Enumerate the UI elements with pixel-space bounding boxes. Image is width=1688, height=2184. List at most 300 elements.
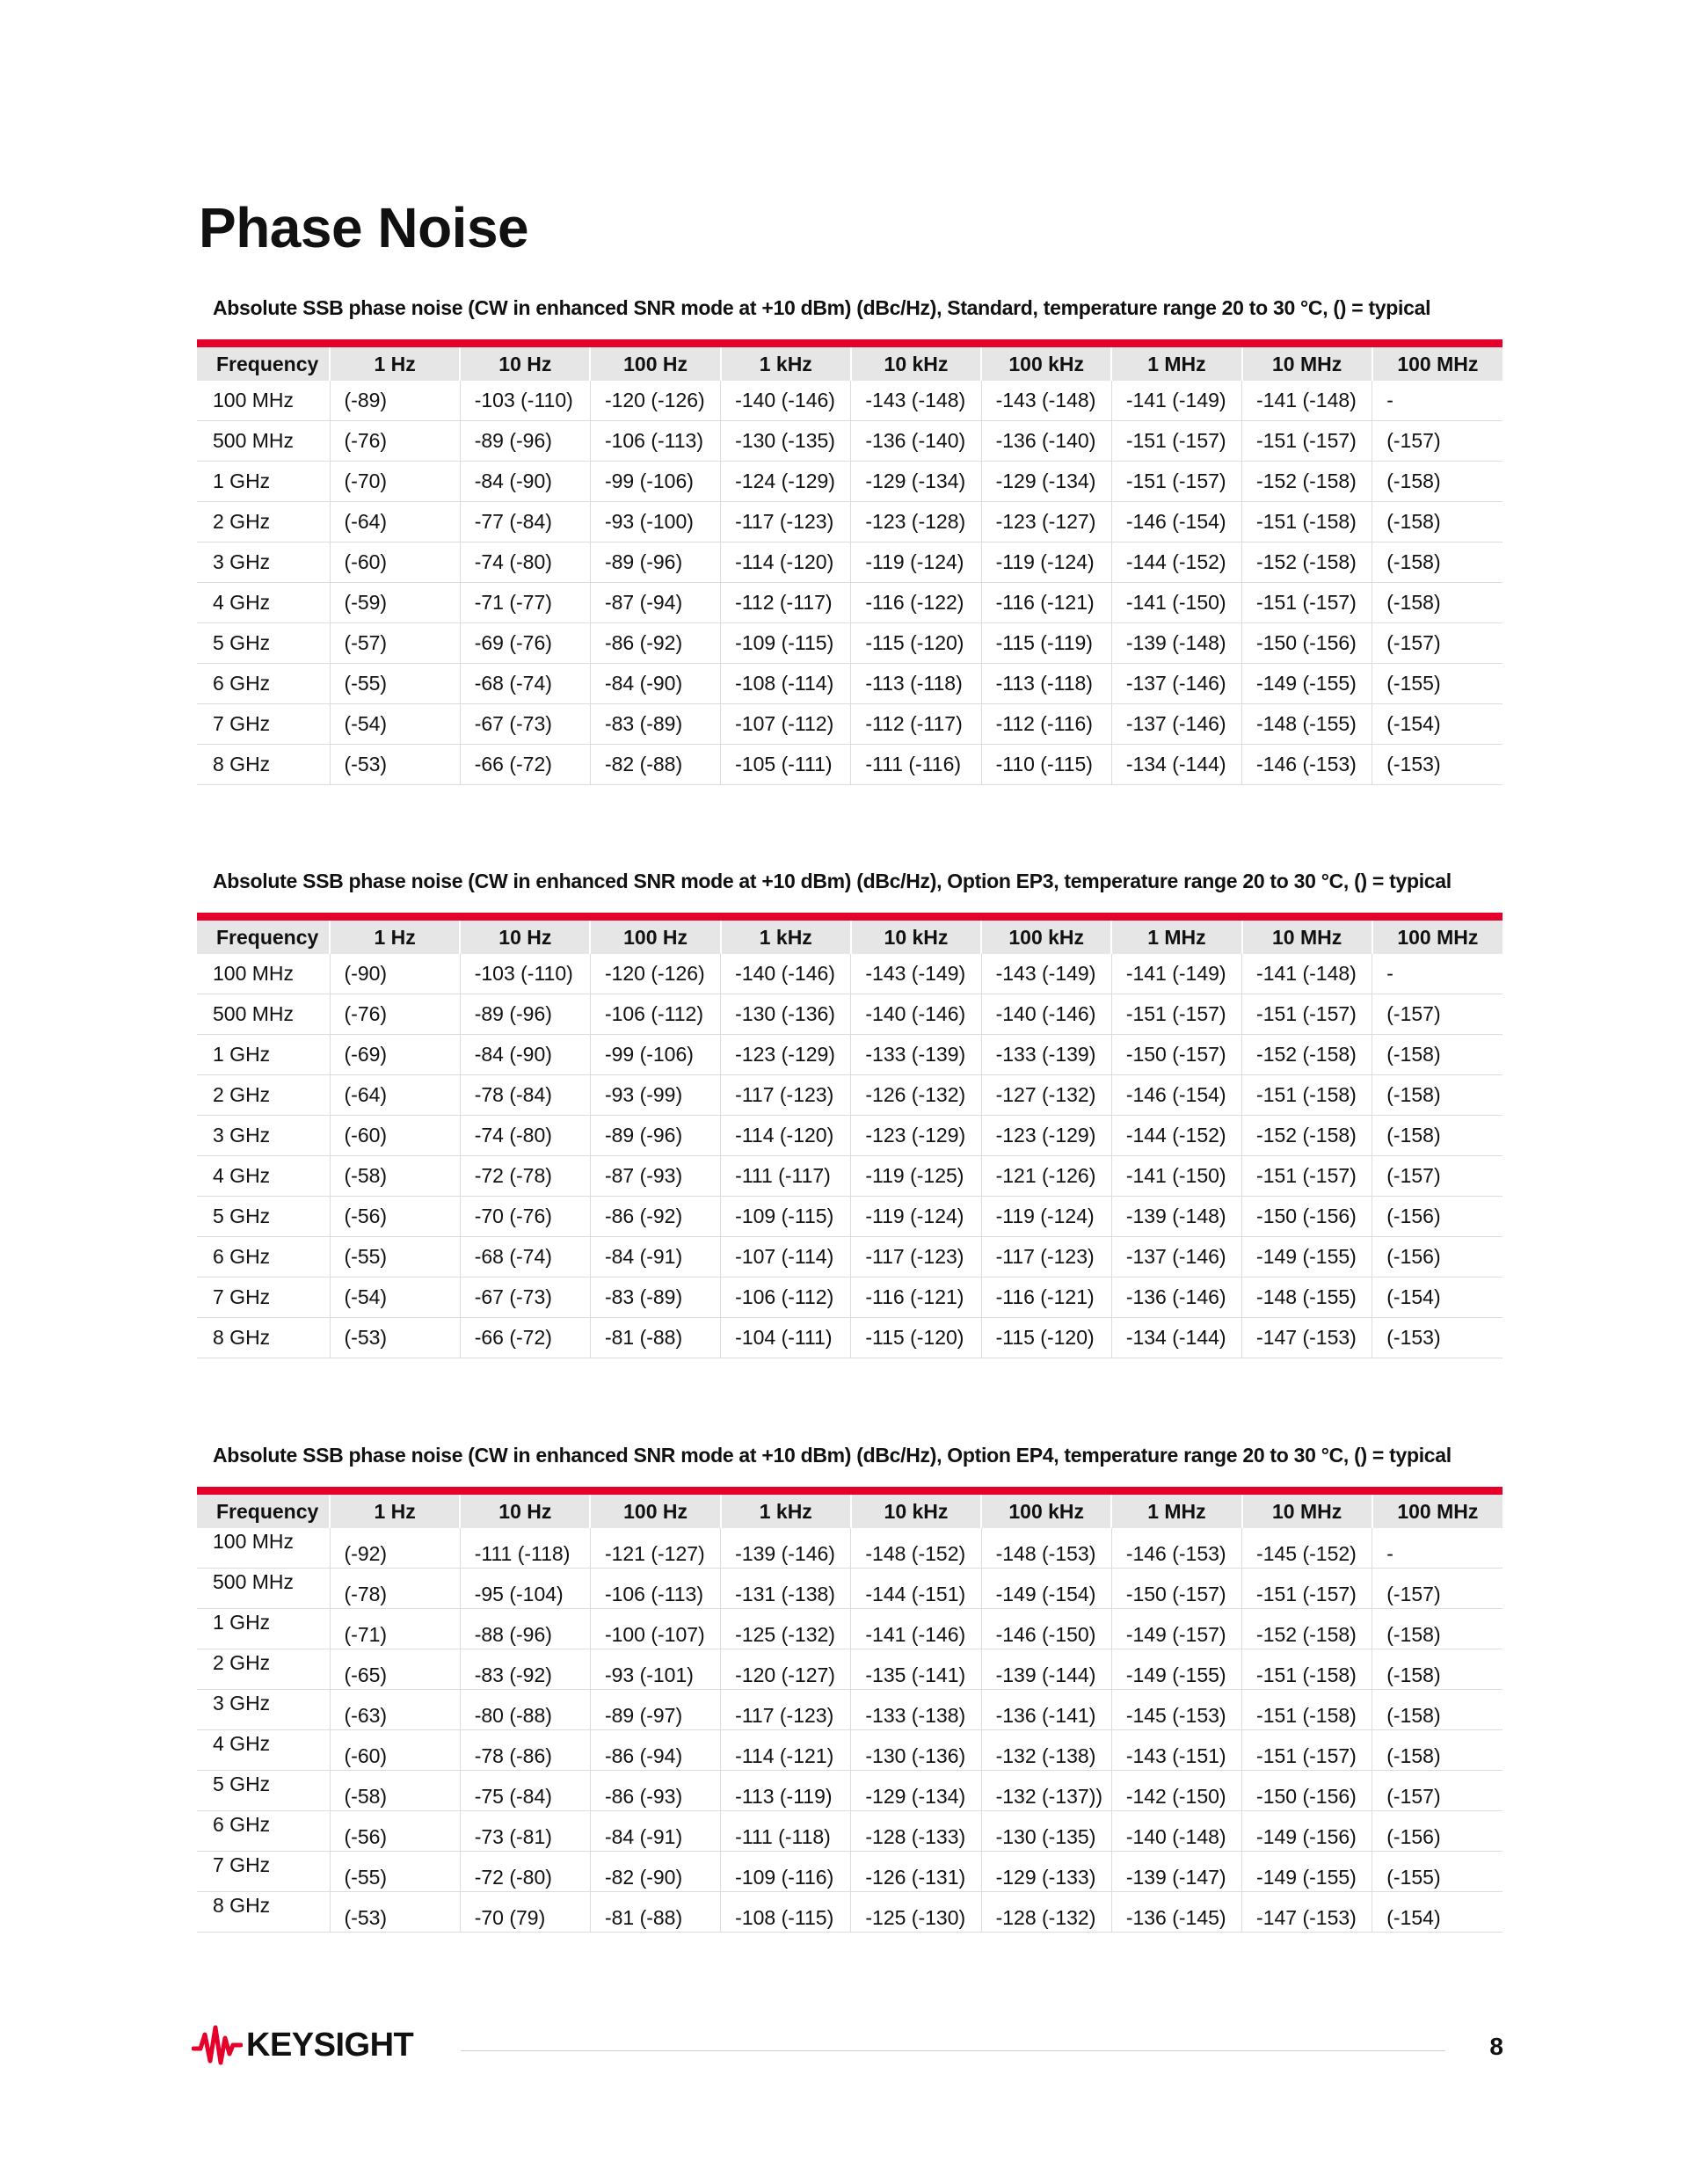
value-cell: -151 (-157): [1242, 1569, 1372, 1609]
value-cell: (-55): [330, 1237, 460, 1278]
value-cell: -152 (-158): [1242, 1116, 1372, 1156]
value-cell: -136 (-140): [851, 421, 981, 462]
value-cell: (-158): [1372, 1116, 1502, 1156]
column-header: 1 MHz: [1111, 347, 1241, 381]
value-cell: -115 (-119): [981, 623, 1111, 664]
value-cell: -148 (-153): [981, 1528, 1111, 1569]
value-cell: -130 (-136): [851, 1730, 981, 1771]
value-cell: -148 (-155): [1242, 1278, 1372, 1318]
value-cell: (-157): [1372, 623, 1502, 664]
phase-noise-table-standard: [197, 347, 1502, 785]
value-cell: -84 (-91): [590, 1237, 720, 1278]
table-row: [197, 1197, 1502, 1237]
column-header: 1 Hz: [330, 921, 460, 954]
value-cell: -103 (-110): [460, 954, 590, 994]
value-cell: -81 (-88): [590, 1318, 720, 1358]
table-caption: Absolute SSB phase noise (CW in enhanced SNR mode at +10 dBm) (dBc/Hz), Standard, temperature range 20 to 30 °C, () = typical: [213, 296, 1431, 319]
frequency-cell: 100 MHz: [197, 954, 330, 994]
value-cell: -133 (-138): [851, 1690, 981, 1730]
frequency-cell: 500 MHz: [197, 994, 330, 1035]
value-cell: -66 (-72): [460, 1318, 590, 1358]
value-cell: -: [1372, 1528, 1502, 1569]
table-accent-bar: [197, 339, 1502, 347]
value-cell: (-69): [330, 1035, 460, 1075]
value-cell: -72 (-78): [460, 1156, 590, 1197]
value-cell: -141 (-150): [1111, 583, 1241, 623]
value-cell: (-158): [1372, 542, 1502, 583]
header-row: [197, 1495, 1502, 1528]
value-cell: (-153): [1372, 745, 1502, 785]
value-cell: -132 (-137)): [981, 1771, 1111, 1811]
value-cell: -151 (-157): [1242, 583, 1372, 623]
value-cell: -151 (-157): [1242, 1156, 1372, 1197]
value-cell: -111 (-118): [460, 1528, 590, 1569]
table-row: [197, 1730, 1502, 1771]
value-cell: -117 (-123): [721, 1690, 851, 1730]
value-cell: -116 (-121): [981, 583, 1111, 623]
value-cell: -86 (-94): [590, 1730, 720, 1771]
value-cell: -143 (-149): [851, 954, 981, 994]
value-cell: -139 (-144): [981, 1649, 1111, 1690]
value-cell: -80 (-88): [460, 1690, 590, 1730]
value-cell: -151 (-157): [1242, 421, 1372, 462]
value-cell: (-64): [330, 1075, 460, 1116]
value-cell: -116 (-122): [851, 583, 981, 623]
column-header: 10 Hz: [460, 1495, 590, 1528]
column-header: 10 Hz: [460, 347, 590, 381]
value-cell: -145 (-153): [1111, 1690, 1241, 1730]
column-header: 10 MHz: [1242, 921, 1372, 954]
frequency-cell: 100 MHz: [197, 381, 330, 421]
value-cell: -123 (-129): [721, 1035, 851, 1075]
value-cell: -141 (-150): [1111, 1156, 1241, 1197]
value-cell: -150 (-156): [1242, 1197, 1372, 1237]
value-cell: -89 (-96): [460, 994, 590, 1035]
value-cell: -135 (-141): [851, 1649, 981, 1690]
value-cell: -119 (-125): [851, 1156, 981, 1197]
value-cell: -130 (-135): [721, 421, 851, 462]
value-cell: (-157): [1372, 1569, 1502, 1609]
value-cell: -130 (-136): [721, 994, 851, 1035]
column-header: 100 kHz: [981, 347, 1111, 381]
table-accent-bar: [197, 1487, 1502, 1495]
value-cell: -68 (-74): [460, 664, 590, 704]
value-cell: (-55): [330, 664, 460, 704]
frequency-cell: 7 GHz: [197, 704, 330, 745]
value-cell: -149 (-157): [1111, 1609, 1241, 1649]
table-accent-bar: [197, 913, 1502, 921]
value-cell: -77 (-84): [460, 502, 590, 542]
table-row: [197, 1156, 1502, 1197]
value-cell: -113 (-118): [981, 664, 1111, 704]
phase-noise-table-ep3: [197, 921, 1502, 1358]
table-row: [197, 1318, 1502, 1358]
value-cell: -139 (-146): [721, 1528, 851, 1569]
value-cell: -151 (-157): [1111, 462, 1241, 502]
value-cell: (-53): [330, 1892, 460, 1933]
value-cell: -86 (-92): [590, 623, 720, 664]
value-cell: (-58): [330, 1156, 460, 1197]
value-cell: (-55): [330, 1852, 460, 1892]
value-cell: -112 (-117): [851, 704, 981, 745]
value-cell: -104 (-111): [721, 1318, 851, 1358]
value-cell: -141 (-148): [1242, 954, 1372, 994]
value-cell: -114 (-120): [721, 542, 851, 583]
value-cell: (-53): [330, 745, 460, 785]
value-cell: -66 (-72): [460, 745, 590, 785]
keysight-logo[interactable]: [192, 2022, 413, 2068]
value-cell: -143 (-151): [1111, 1730, 1241, 1771]
value-cell: -149 (-155): [1242, 1852, 1372, 1892]
value-cell: -106 (-113): [590, 1569, 720, 1609]
column-header: Frequency: [197, 347, 330, 381]
value-cell: (-158): [1372, 1730, 1502, 1771]
value-cell: -145 (-152): [1242, 1528, 1372, 1569]
value-cell: -116 (-121): [981, 1278, 1111, 1318]
table-row: [197, 1811, 1502, 1852]
value-cell: -151 (-157): [1111, 421, 1241, 462]
value-cell: -123 (-128): [851, 502, 981, 542]
table-row: [197, 462, 1502, 502]
value-cell: -119 (-124): [851, 542, 981, 583]
value-cell: -117 (-123): [721, 502, 851, 542]
value-cell: -84 (-90): [460, 462, 590, 502]
value-cell: -109 (-115): [721, 623, 851, 664]
frequency-cell: 3 GHz: [197, 542, 330, 583]
value-cell: -152 (-158): [1242, 462, 1372, 502]
value-cell: -147 (-153): [1242, 1892, 1372, 1933]
value-cell: -89 (-97): [590, 1690, 720, 1730]
frequency-cell: 1 GHz: [197, 462, 330, 502]
value-cell: (-60): [330, 1116, 460, 1156]
value-cell: -109 (-115): [721, 1197, 851, 1237]
value-cell: -141 (-149): [1111, 381, 1241, 421]
value-cell: -99 (-106): [590, 462, 720, 502]
value-cell: -136 (-146): [1111, 1278, 1241, 1318]
value-cell: -136 (-145): [1111, 1892, 1241, 1933]
value-cell: -151 (-157): [1242, 994, 1372, 1035]
frequency-cell: 7 GHz: [197, 1278, 330, 1318]
table-row: [197, 1649, 1502, 1690]
table-row: [197, 1892, 1502, 1933]
value-cell: -150 (-157): [1111, 1035, 1241, 1075]
value-cell: -107 (-112): [721, 704, 851, 745]
value-cell: -70 (79): [460, 1892, 590, 1933]
value-cell: (-158): [1372, 1609, 1502, 1649]
value-cell: -127 (-132): [981, 1075, 1111, 1116]
value-cell: -113 (-118): [851, 664, 981, 704]
value-cell: (-70): [330, 462, 460, 502]
table-row: [197, 994, 1502, 1035]
value-cell: -140 (-146): [981, 994, 1111, 1035]
table-row: [197, 664, 1502, 704]
value-cell: -87 (-94): [590, 583, 720, 623]
frequency-cell: 1 GHz: [197, 1035, 330, 1075]
value-cell: (-158): [1372, 462, 1502, 502]
column-header: 1 Hz: [330, 347, 460, 381]
table-row: [197, 745, 1502, 785]
value-cell: -129 (-134): [851, 1771, 981, 1811]
value-cell: -70 (-76): [460, 1197, 590, 1237]
value-cell: -141 (-148): [1242, 381, 1372, 421]
table-row: [197, 502, 1502, 542]
value-cell: (-64): [330, 502, 460, 542]
value-cell: -137 (-146): [1111, 704, 1241, 745]
table-row: [197, 1237, 1502, 1278]
value-cell: -146 (-153): [1242, 745, 1372, 785]
value-cell: (-156): [1372, 1197, 1502, 1237]
value-cell: -149 (-156): [1242, 1811, 1372, 1852]
value-cell: -133 (-139): [851, 1035, 981, 1075]
page-footer: [192, 2022, 1510, 2075]
value-cell: -125 (-130): [851, 1892, 981, 1933]
table-row: [197, 542, 1502, 583]
table-row: [197, 381, 1502, 421]
value-cell: -89 (-96): [590, 542, 720, 583]
frequency-cell: 8 GHz: [197, 745, 330, 785]
value-cell: -151 (-158): [1242, 1649, 1372, 1690]
column-header: 10 kHz: [851, 1495, 981, 1528]
spec-section-ep4: [197, 1439, 1502, 1933]
value-cell: -83 (-92): [460, 1649, 590, 1690]
value-cell: -: [1372, 381, 1502, 421]
value-cell: -140 (-146): [851, 994, 981, 1035]
value-cell: -71 (-77): [460, 583, 590, 623]
value-cell: (-156): [1372, 1237, 1502, 1278]
column-header: 100 MHz: [1372, 347, 1502, 381]
frequency-cell: 8 GHz: [197, 1318, 330, 1358]
value-cell: -152 (-158): [1242, 1035, 1372, 1075]
value-cell: -69 (-76): [460, 623, 590, 664]
value-cell: -120 (-126): [590, 381, 720, 421]
value-cell: (-58): [330, 1771, 460, 1811]
column-header: 1 MHz: [1111, 1495, 1241, 1528]
value-cell: (-154): [1372, 1892, 1502, 1933]
value-cell: -75 (-84): [460, 1771, 590, 1811]
value-cell: -133 (-139): [981, 1035, 1111, 1075]
value-cell: (-54): [330, 1278, 460, 1318]
value-cell: -108 (-115): [721, 1892, 851, 1933]
frequency-cell: 3 GHz: [197, 1116, 330, 1156]
value-cell: (-71): [330, 1609, 460, 1649]
value-cell: (-63): [330, 1690, 460, 1730]
value-cell: -151 (-158): [1242, 1075, 1372, 1116]
value-cell: (-155): [1372, 1852, 1502, 1892]
value-cell: (-158): [1372, 583, 1502, 623]
value-cell: (-154): [1372, 1278, 1502, 1318]
table-row: [197, 1528, 1502, 1569]
value-cell: -95 (-104): [460, 1569, 590, 1609]
table-row: [197, 1609, 1502, 1649]
value-cell: (-60): [330, 542, 460, 583]
value-cell: -140 (-146): [721, 381, 851, 421]
column-header: 100 Hz: [590, 347, 720, 381]
frequency-cell: 500 MHz: [197, 421, 330, 462]
value-cell: -148 (-152): [851, 1528, 981, 1569]
value-cell: -144 (-151): [851, 1569, 981, 1609]
column-header: 1 MHz: [1111, 921, 1241, 954]
frequency-cell: 4 GHz: [197, 1156, 330, 1197]
header-row: [197, 921, 1502, 954]
table-row: [197, 1852, 1502, 1892]
value-cell: -136 (-140): [981, 421, 1111, 462]
value-cell: -117 (-123): [981, 1237, 1111, 1278]
value-cell: -93 (-99): [590, 1075, 720, 1116]
value-cell: -139 (-148): [1111, 1197, 1241, 1237]
value-cell: -136 (-141): [981, 1690, 1111, 1730]
value-cell: (-65): [330, 1649, 460, 1690]
value-cell: (-89): [330, 381, 460, 421]
value-cell: (-53): [330, 1318, 460, 1358]
value-cell: -84 (-91): [590, 1811, 720, 1852]
value-cell: (-158): [1372, 1075, 1502, 1116]
value-cell: -121 (-127): [590, 1528, 720, 1569]
value-cell: -143 (-148): [851, 381, 981, 421]
value-cell: -88 (-96): [460, 1609, 590, 1649]
value-cell: (-156): [1372, 1811, 1502, 1852]
value-cell: -140 (-146): [721, 954, 851, 994]
value-cell: -86 (-92): [590, 1197, 720, 1237]
table-caption: Absolute SSB phase noise (CW in enhanced SNR mode at +10 dBm) (dBc/Hz), Option EP4, temperature range 20 to 30 °C, () = typical: [213, 1444, 1452, 1467]
value-cell: (-158): [1372, 1035, 1502, 1075]
value-cell: -106 (-112): [721, 1278, 851, 1318]
value-cell: -132 (-138): [981, 1730, 1111, 1771]
value-cell: -108 (-114): [721, 664, 851, 704]
column-header: 10 kHz: [851, 921, 981, 954]
phase-noise-table-ep4: [197, 1495, 1502, 1933]
value-cell: (-154): [1372, 704, 1502, 745]
value-cell: -119 (-124): [981, 1197, 1111, 1237]
table-row: [197, 704, 1502, 745]
frequency-cell: 8 GHz: [197, 1892, 330, 1933]
value-cell: -141 (-149): [1111, 954, 1241, 994]
column-header: 100 kHz: [981, 1495, 1111, 1528]
value-cell: -115 (-120): [851, 623, 981, 664]
value-cell: -146 (-154): [1111, 502, 1241, 542]
table-caption: Absolute SSB phase noise (CW in enhanced SNR mode at +10 dBm) (dBc/Hz), Option EP3, temperature range 20 to 30 °C, () = typical: [213, 870, 1452, 892]
value-cell: -144 (-152): [1111, 1116, 1241, 1156]
value-cell: -119 (-124): [981, 542, 1111, 583]
value-cell: -123 (-129): [851, 1116, 981, 1156]
value-cell: -151 (-157): [1242, 1730, 1372, 1771]
value-cell: -150 (-156): [1242, 1771, 1372, 1811]
value-cell: (-76): [330, 994, 460, 1035]
value-cell: -74 (-80): [460, 1116, 590, 1156]
value-cell: -105 (-111): [721, 745, 851, 785]
value-cell: (-158): [1372, 502, 1502, 542]
value-cell: -143 (-148): [981, 381, 1111, 421]
table-row: [197, 421, 1502, 462]
value-cell: -137 (-146): [1111, 664, 1241, 704]
value-cell: (-78): [330, 1569, 460, 1609]
value-cell: -125 (-132): [721, 1609, 851, 1649]
value-cell: -112 (-117): [721, 583, 851, 623]
value-cell: -123 (-127): [981, 502, 1111, 542]
value-cell: -68 (-74): [460, 1237, 590, 1278]
value-cell: -126 (-131): [851, 1852, 981, 1892]
value-cell: -89 (-96): [460, 421, 590, 462]
value-cell: (-56): [330, 1811, 460, 1852]
value-cell: -129 (-134): [851, 462, 981, 502]
value-cell: -117 (-123): [721, 1075, 851, 1116]
value-cell: -134 (-144): [1111, 745, 1241, 785]
value-cell: -78 (-84): [460, 1075, 590, 1116]
value-cell: -81 (-88): [590, 1892, 720, 1933]
value-cell: -148 (-155): [1242, 704, 1372, 745]
value-cell: -126 (-132): [851, 1075, 981, 1116]
column-header: 10 MHz: [1242, 1495, 1372, 1528]
value-cell: -84 (-90): [590, 664, 720, 704]
column-header: 1 Hz: [330, 1495, 460, 1528]
value-cell: -87 (-93): [590, 1156, 720, 1197]
value-cell: (-153): [1372, 1318, 1502, 1358]
value-cell: -151 (-158): [1242, 502, 1372, 542]
frequency-cell: 2 GHz: [197, 502, 330, 542]
column-header: 1 kHz: [721, 347, 851, 381]
value-cell: (-92): [330, 1528, 460, 1569]
value-cell: -123 (-129): [981, 1116, 1111, 1156]
value-cell: (-90): [330, 954, 460, 994]
value-cell: -89 (-96): [590, 1116, 720, 1156]
value-cell: -151 (-157): [1111, 994, 1241, 1035]
value-cell: -141 (-146): [851, 1609, 981, 1649]
value-cell: -151 (-158): [1242, 1690, 1372, 1730]
spec-section-standard: [197, 292, 1502, 785]
value-cell: -114 (-120): [721, 1116, 851, 1156]
column-header: 1 kHz: [721, 1495, 851, 1528]
table-row: [197, 1278, 1502, 1318]
value-cell: -110 (-115): [981, 745, 1111, 785]
table-row: [197, 1569, 1502, 1609]
value-cell: -117 (-123): [851, 1237, 981, 1278]
value-cell: -128 (-132): [981, 1892, 1111, 1933]
column-header: 100 Hz: [590, 1495, 720, 1528]
keysight-wave-icon: [192, 2022, 243, 2068]
value-cell: -120 (-127): [721, 1649, 851, 1690]
frequency-cell: 2 GHz: [197, 1075, 330, 1116]
column-header: 10 Hz: [460, 921, 590, 954]
value-cell: (-157): [1372, 994, 1502, 1035]
value-cell: -99 (-106): [590, 1035, 720, 1075]
page-title: Phase Noise: [199, 196, 529, 259]
value-cell: (-158): [1372, 1649, 1502, 1690]
value-cell: (-57): [330, 623, 460, 664]
frequency-cell: 2 GHz: [197, 1649, 330, 1690]
value-cell: -93 (-101): [590, 1649, 720, 1690]
frequency-cell: 4 GHz: [197, 583, 330, 623]
frequency-cell: 7 GHz: [197, 1852, 330, 1892]
value-cell: -129 (-134): [981, 462, 1111, 502]
value-cell: -115 (-120): [981, 1318, 1111, 1358]
value-cell: (-54): [330, 704, 460, 745]
value-cell: -67 (-73): [460, 704, 590, 745]
value-cell: -147 (-153): [1242, 1318, 1372, 1358]
value-cell: -115 (-120): [851, 1318, 981, 1358]
value-cell: -121 (-126): [981, 1156, 1111, 1197]
spec-section-ep3: [197, 865, 1502, 1358]
column-header: 100 Hz: [590, 921, 720, 954]
column-header: 10 kHz: [851, 347, 981, 381]
value-cell: -78 (-86): [460, 1730, 590, 1771]
value-cell: -146 (-153): [1111, 1528, 1241, 1569]
table-row: [197, 1035, 1502, 1075]
frequency-cell: 5 GHz: [197, 1771, 330, 1811]
value-cell: -129 (-133): [981, 1852, 1111, 1892]
value-cell: -119 (-124): [851, 1197, 981, 1237]
frequency-cell: 4 GHz: [197, 1730, 330, 1771]
value-cell: -152 (-158): [1242, 542, 1372, 583]
table-row: [197, 1116, 1502, 1156]
